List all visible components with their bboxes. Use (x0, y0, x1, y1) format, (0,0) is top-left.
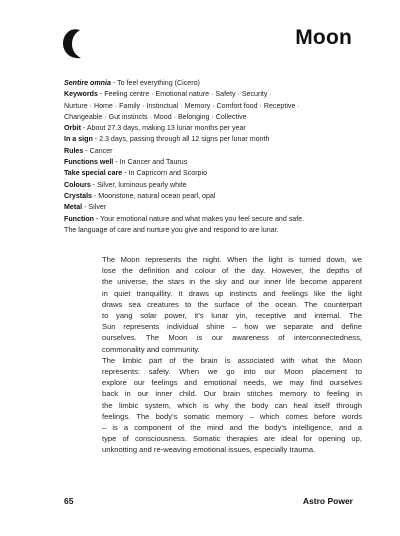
fact-label: In a sign (64, 135, 93, 144)
body-line: back in our inner child. Our brain stitches memory to feeling in (102, 389, 362, 399)
body-line: ourselves. The Moon is our awareness of interconnectedness, (102, 333, 362, 343)
fact-line (64, 78, 364, 89)
body-line: lose the definition and colour of the day. However, the depths of (102, 266, 362, 276)
fact-line (64, 168, 364, 179)
fact-line (64, 101, 364, 112)
body-line: represents: safety. When we go into our Moon placement to (102, 367, 362, 377)
fact-line (64, 225, 364, 236)
crescent-moon-icon (60, 28, 88, 60)
fact-value: The language of care and nurture you give and respond to are lunar. (64, 225, 279, 234)
fact-label: Crystals (64, 191, 92, 200)
body-line: unknotting and re-weaving emotional issues, especially trauma. (102, 445, 316, 455)
fact-value: - Silver (82, 203, 107, 212)
fact-value: - In Capricorn and Scorpio (122, 169, 208, 178)
body-line: type of consciousness. Somatic therapies are ideal for opening up, (102, 434, 362, 444)
fact-label: Sentire omnia (64, 79, 111, 87)
fact-value: - To feel everything (Cicero) (110, 79, 200, 87)
fact-value: - 2.3 days, passing through all 12 signs per lunar month (92, 135, 270, 144)
fact-line (64, 157, 364, 168)
body-line: – is a component of the mind and the body’s intelligence, and a (102, 423, 362, 433)
fact-label: Colours (64, 180, 91, 189)
page-number: 65 (64, 496, 74, 506)
body-line: Sun represents individual shine – how we separate and define (102, 322, 362, 332)
fact-value: Changeable · Gut instincts · Mood · Belonging · Collective (64, 112, 247, 121)
fact-line (64, 134, 364, 145)
body-line: explore our feelings and emotional needs, we may find ourselves (102, 378, 362, 388)
body-text (92, 254, 362, 456)
body-line: to yang solar power, it’s lunar yin, receptive and internal. The (102, 311, 362, 321)
body-line: in quiet tranquillity. It draws up instincts and feelings like the light (102, 288, 362, 298)
fact-label: Keywords (64, 90, 98, 99)
body-line: feelings. The body’s somatic memory – which comes before words (102, 411, 362, 421)
fact-value: - Moonstone, natural ocean pearl, opal (92, 191, 216, 200)
paragraph-2 (92, 355, 362, 456)
fact-line (64, 146, 364, 157)
fact-label: Rules (64, 146, 84, 155)
fact-label: Metal (64, 203, 83, 212)
fact-label: Functions well (64, 158, 114, 167)
fact-value: - Your emotional nature and what makes you feel secure and safe. (93, 214, 305, 223)
book-title: Astro Power (302, 496, 353, 506)
body-line: The Moon represents the night. When the light is turned down, we (102, 255, 362, 264)
fact-line (64, 123, 364, 134)
fact-value: - About 27.3 days, making 13 lunar months per year (80, 124, 246, 133)
fact-line (64, 214, 364, 225)
body-line: the limbic system, which is why the body can heal itself through (102, 400, 362, 410)
fact-value: - Cancer (83, 146, 113, 155)
fact-label: Orbit (64, 124, 81, 133)
paragraph-1 (92, 254, 362, 355)
fact-line (64, 180, 364, 191)
fact-value: - In Cancer and Taurus (113, 158, 188, 167)
body-line: The limbic part of the brain is associated with what the Moon (102, 355, 362, 365)
fact-line (64, 89, 364, 100)
page-title: Moon (295, 26, 352, 49)
fact-label: Function (64, 214, 94, 223)
body-line: the universe, the stars in the sky and our inner life become apparent (102, 277, 362, 287)
fact-value: - Feeling centre · Emotional nature · Safety · Security · (97, 90, 272, 99)
planet-fact-list (64, 78, 364, 236)
fact-line (64, 112, 364, 123)
fact-label: Take special care (64, 169, 123, 178)
fact-line (64, 202, 364, 213)
body-line: commonality and community. (102, 344, 200, 354)
body-line: draws sea creatures to the surface of the ocean. The counterpart (102, 299, 362, 309)
fact-value: - Silver, luminous pearly white (90, 180, 187, 189)
fact-line (64, 191, 364, 202)
fact-value: Nurture · Home · Family · Instinctual · Memory · Comfort food · Receptive · (64, 101, 300, 110)
